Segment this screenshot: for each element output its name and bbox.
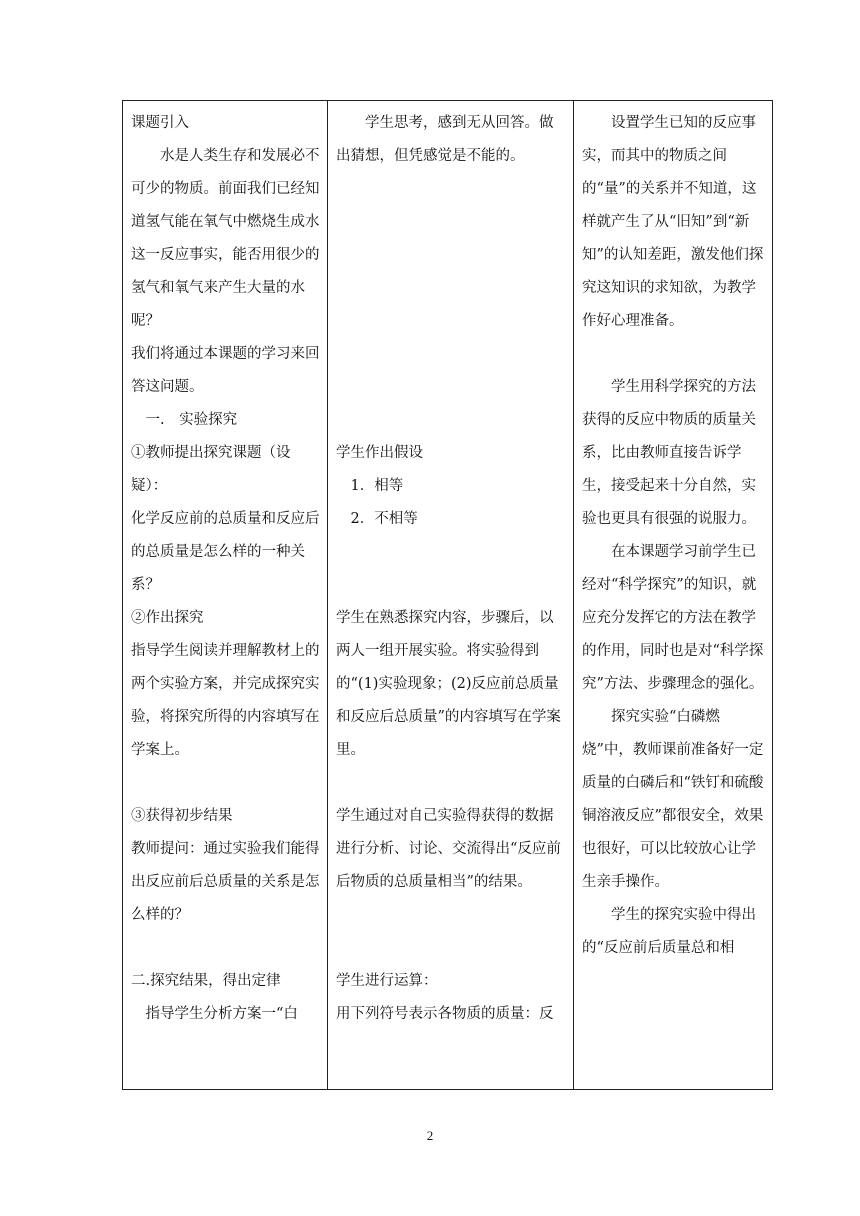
student-activity-cell: [328, 101, 574, 1090]
results-text: 指导学生分析方案一“白: [145, 1006, 298, 1022]
step-three-title: ③获得初步结果: [131, 808, 233, 824]
step-two-text: 指导学生阅读并理解教材上的两个实验方案，并完成探究实验，将探究所得的内容填写在学案上。: [131, 643, 320, 758]
student-think-text: 学生思考，感到无从回答。做出猜想，但凭感觉是不能的。: [336, 115, 554, 164]
student-hypothesis: 学生作出假设: [336, 445, 423, 461]
intro-closing: 我们将通过本课题的学习来回答这问题。: [131, 346, 320, 395]
intent-paragraph-4: 探究实验“白磷燃烧”中，教师课前准备好一定质量的白磷后和“铁钉和硫酸铜溶液反应”都很安全，效果也很好，可以比较放心让学生亲手操作。: [582, 709, 764, 890]
intent-paragraph-1: 设置学生已知的反应事实，而其中的物质之间的“量”的关系并不知道，这样就产生了从“旧知”到“新知”的认知差距，激发他们探究这知识的求知欲，为教学作好心理准备。: [582, 115, 764, 329]
hypothesis-option-1: 1．相等: [350, 478, 404, 494]
table-row: [123, 101, 773, 1090]
lesson-plan-table: [122, 100, 773, 1090]
student-calculation-text: 用下列符号表示各物质的质量：反: [336, 1006, 554, 1022]
student-analysis-text: 学生通过对自己实验得获得的数据进行分析、讨论、交流得出“反应前后物质的总质量相当”的结果。: [336, 808, 561, 890]
intro-paragraph: 水是人类生存和发展必不可少的物质。前面我们已经知道氢气能在氧气中燃烧生成水这一反应事实，能否用很少的氢气和氧气来产生大量的水呢？: [131, 148, 320, 329]
teacher-activity-cell: [123, 101, 328, 1090]
page-number: 2: [426, 1128, 434, 1143]
intent-paragraph-3: 在本课题学习前学生已经对“科学探究”的知识，就应充分发挥它的方法在教学的作用，同时也是对“科学探究”方法、步骤理念的强化。: [582, 544, 764, 692]
student-experiment-text: 学生在熟悉探究内容，步骤后，以两人一组开展实验。将实验得到的“(1)实验现象；(2)反应前总质量和反应后总质量”的内容填写在学案里。: [336, 610, 561, 758]
step-two-title: ②作出探究: [131, 610, 204, 626]
step-one-question: 化学反应前的总质量和反应后的总质量是怎么样的一种关系？: [131, 511, 320, 593]
intent-paragraph-5: 学生的探究实验中得出的“反应前后质量总和相: [582, 907, 756, 956]
section-title-experiment: 一. 实验探究: [145, 412, 238, 428]
step-three-question: 教师提问：通过实验我们能得出反应前后总质量的关系是怎么样的？: [131, 841, 320, 923]
student-calculation-title: 学生进行运算：: [336, 973, 438, 989]
design-intent-cell: [574, 101, 773, 1090]
section-title-intro: 课题引入: [131, 115, 189, 131]
step-one-title: ①教师提出探究课题（设疑）：: [131, 445, 291, 494]
section-title-results: 二.探究结果，得出定律: [131, 973, 281, 989]
hypothesis-option-2: 2．不相等: [350, 511, 418, 527]
intent-paragraph-2: 学生用科学探究的方法获得的反应中物质的质量关系，比由教师直接告诉学生，接受起来十分自然，实验也更具有很强的说服力。: [582, 379, 756, 527]
